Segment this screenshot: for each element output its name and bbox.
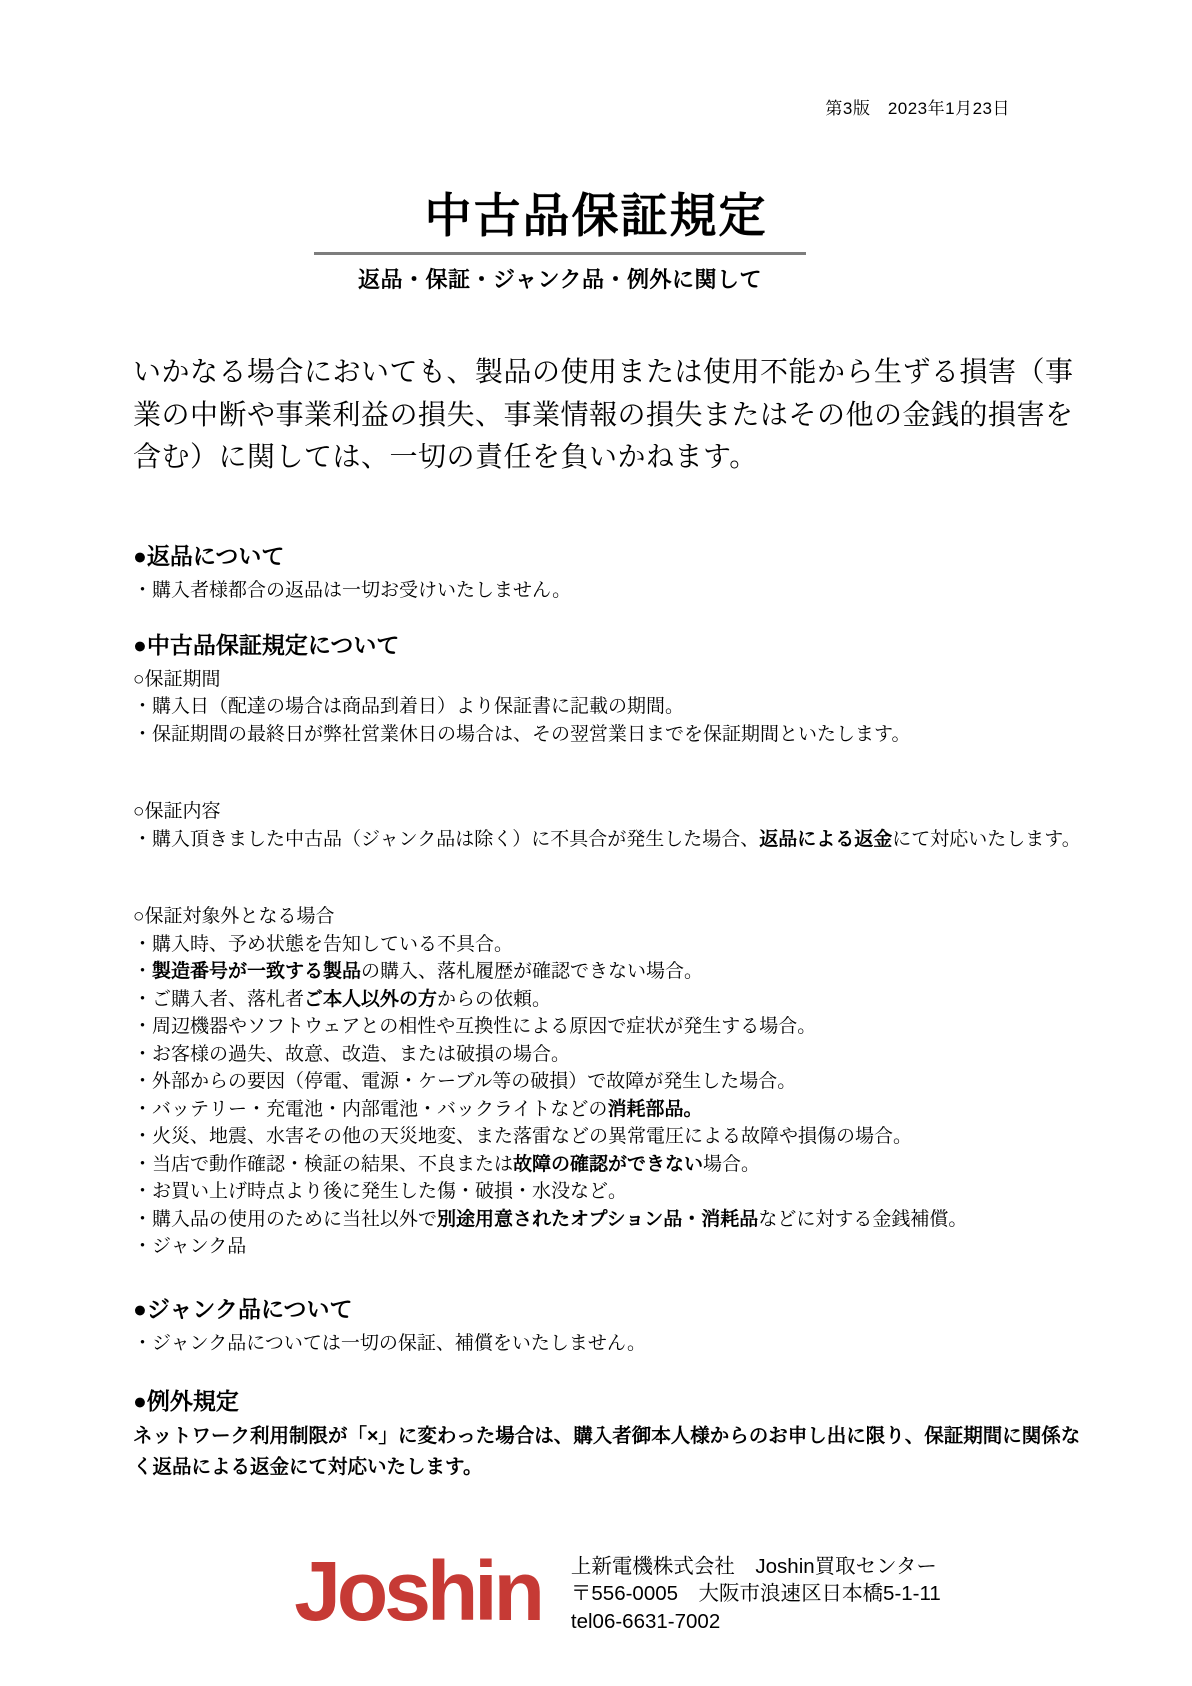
exclusion-item — [133, 1041, 1102, 1069]
text-segment: にて対応いたします。 — [892, 828, 1081, 850]
junk-item: ・ジャンク品については一切の保証、補償をいたしません。 — [133, 1332, 647, 1354]
exclusion-item — [133, 986, 1102, 1014]
exclusion-item — [133, 1068, 1102, 1096]
footer-contact-block — [571, 1553, 941, 1636]
section-junk — [133, 1295, 1102, 1357]
revision-date: 第3版 2023年1月23日 — [825, 99, 1010, 118]
text-segment: ・外部からの要因（停電、電源・ケーブル等の破損）で故障が発生した場合。 — [133, 1071, 797, 1093]
text-segment: ・購入品の使用のために当社以外で — [133, 1208, 438, 1230]
text-segment: ・バッテリー・充電池・内部電池・バックライトなどの — [133, 1098, 608, 1120]
document-body — [133, 542, 1102, 1640]
text-segment: ・ジャンク品 — [133, 1236, 247, 1258]
section-returns — [133, 542, 1102, 604]
text-segment: ・ご購入者、落札者 — [133, 988, 305, 1010]
subheading-warranty-period: ○保証期間 — [133, 668, 221, 690]
exclusion-item — [133, 1178, 1102, 1206]
exclusion-item — [133, 1151, 1102, 1179]
footer-address: 〒556-0005 大阪市浪速区日本橋5-1-11 — [570, 1582, 941, 1606]
text-segment: ・ — [133, 961, 153, 983]
text-segment-bold: ご本人以外の方 — [304, 988, 438, 1010]
text-segment: ・火災、地震、水害その他の天災地変、また落雷などの異常電圧による故障や損傷の場合。 — [133, 1126, 913, 1148]
exclusion-item — [133, 1096, 1102, 1124]
exclusion-item — [133, 931, 1102, 959]
exclusion-item — [133, 1206, 1102, 1234]
text-segment: ・お買い上げ時点より後に発生した傷・破損・水没など。 — [133, 1181, 628, 1203]
disclaimer-paragraph: いかなる場合においても、製品の使用または使用不能から生ずる損害（事業の中断や事業利益の損失、事業情報の損失またはその他の金銭的損害を含む）に関しては、一切の責任を負いかねます。 — [133, 357, 1074, 474]
section-heading-junk: ●ジャンク品について — [133, 1295, 353, 1322]
text-segment: ・当店で動作確認・検証の結果、不良または — [133, 1153, 514, 1175]
page-subtitle: 返品・保証・ジャンク品・例外に関して — [357, 267, 763, 292]
section-warranty — [133, 631, 1102, 1261]
warranty-period-item: ・購入日（配達の場合は商品到着日）より保証書に記載の期間。 — [133, 696, 685, 718]
exception-paragraph: ネットワーク利用制限が「×」に変わった場合は、購入者御本人様からのお申し出に限り、保証期間に関係なく返品による返金にて対応いたします。 — [133, 1425, 1081, 1479]
section-heading-warranty: ●中古品保証規定について — [133, 632, 400, 659]
section-heading-returns: ●返品について — [133, 542, 285, 569]
exclusion-item — [133, 1123, 1102, 1151]
footer — [133, 1544, 1102, 1639]
text-segment-bold: 返品による返金 — [759, 828, 893, 850]
footer-company: 上新電機株式会社 Joshin買取センター — [570, 1554, 937, 1578]
exclusion-item — [133, 1013, 1102, 1041]
text-segment: 場合。 — [703, 1153, 761, 1175]
section-exception — [133, 1387, 1102, 1483]
subheading-warranty-coverage: ○保証内容 — [133, 801, 221, 823]
text-segment: ・周辺機器やソフトウェアとの相性や互換性による原因で症状が発生する場合。 — [133, 1016, 817, 1038]
page-title: 中古品保証規定 — [424, 189, 768, 242]
text-segment: ・購入頂きました中古品（ジャンク品は除く）に不具合が発生した場合、 — [133, 828, 760, 850]
title-underline — [314, 252, 806, 255]
section-heading-exception: ●例外規定 — [133, 1388, 239, 1415]
exclusion-item — [133, 958, 1102, 986]
text-segment: からの依頼。 — [437, 988, 552, 1010]
returns-item: ・購入者様都合の返品は一切お受けいたしません。 — [133, 579, 572, 601]
text-segment: などに対する金銭補償。 — [758, 1208, 968, 1230]
subheading-warranty-exclusions: ○保証対象外となる場合 — [133, 906, 335, 928]
exclusion-item — [133, 1233, 1102, 1261]
text-segment: の購入、落札履歴が確認できない場合。 — [361, 961, 704, 983]
text-segment-bold: 製造番号が一致する製品 — [152, 961, 362, 983]
joshin-logo: Joshin — [294, 1544, 541, 1639]
text-segment-bold: 故障の確認ができない — [513, 1153, 704, 1175]
text-segment: ・購入時、予め状態を告知している不具合。 — [133, 933, 514, 955]
text-segment-bold: 消耗部品。 — [607, 1098, 703, 1120]
text-segment: ・お客様の過失、故意、改造、または破損の場合。 — [133, 1043, 571, 1065]
footer-tel: tel06-6631-7002 — [570, 1609, 721, 1633]
warranty-coverage-item — [133, 826, 1102, 854]
warranty-period-item: ・保証期間の最終日が弊社営業休日の場合は、その翌営業日までを保証期間といたします。 — [133, 723, 911, 745]
text-segment-bold: 別途用意されたオプション品・消耗品 — [437, 1208, 759, 1230]
